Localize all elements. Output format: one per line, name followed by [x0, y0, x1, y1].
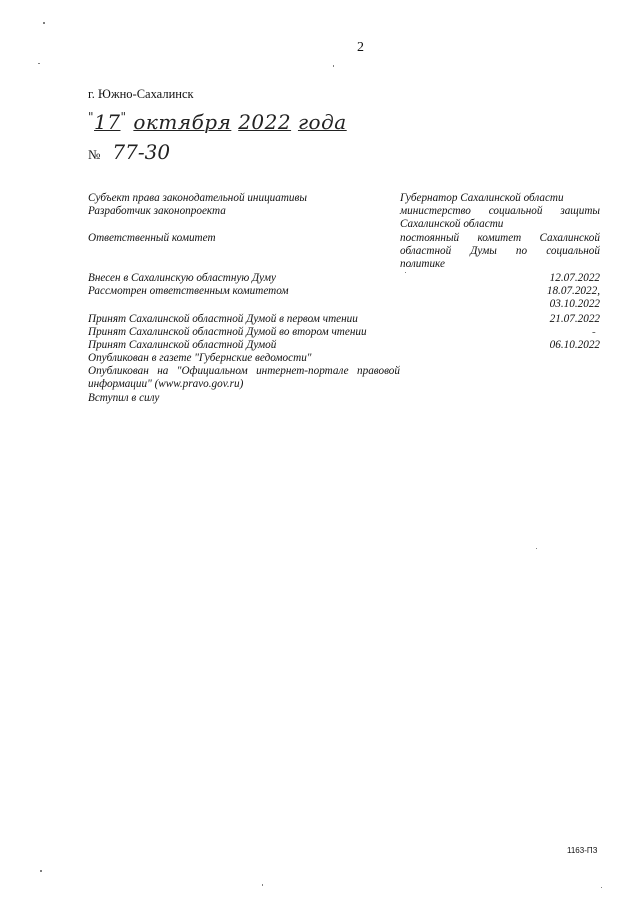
- label-reviewed: Рассмотрен ответственным комитетом: [88, 285, 289, 297]
- value-reviewed-line1: 18.07.2022,: [546, 285, 600, 297]
- value-developer-line2: Сахалинской области: [400, 218, 504, 230]
- document-code: 1163-ПЗ: [567, 846, 598, 855]
- signing-date: [88, 110, 347, 134]
- scan-speck: [40, 870, 42, 872]
- label-initiative-subject: Субъект права законодательной инициативы: [88, 192, 307, 204]
- page-number: 2: [357, 40, 364, 55]
- value-developer-line1: министерство социальной защиты: [400, 205, 600, 217]
- city-name: г. Южно-Сахалинск: [88, 87, 194, 101]
- date-month: октября: [133, 110, 232, 134]
- scan-speck: [43, 22, 45, 24]
- value-first-reading: 21.07.2022: [549, 313, 600, 325]
- value-reviewed-line2: 03.10.2022: [549, 298, 600, 310]
- date-year: 2022: [238, 110, 292, 134]
- label-published-portal-line1: Опубликован на "Официальном интернет-портале правовой: [88, 365, 400, 377]
- value-committee-line2: областной Думы по социальной: [400, 245, 600, 257]
- value-initiative-subject: Губернатор Сахалинской области: [400, 192, 564, 204]
- label-first-reading: Принят Сахалинской областной Думой в первом чтении: [88, 313, 358, 325]
- value-committee-line1: постоянный комитет Сахалинской: [400, 232, 600, 244]
- label-published-gazette: Опубликован в газете "Губернские ведомости": [88, 352, 312, 364]
- label-submitted: Внесен в Сахалинскую областную Думу: [88, 272, 276, 284]
- label-committee: Ответственный комитет: [88, 232, 216, 244]
- scan-speck: [405, 272, 406, 273]
- number-value: 77-30: [112, 140, 171, 164]
- date-quote-close: ": [120, 110, 127, 124]
- law-number: [88, 140, 170, 164]
- scan-speck: [333, 65, 334, 67]
- label-effective: Вступил в силу: [88, 392, 160, 404]
- value-second-reading: -: [592, 326, 596, 338]
- scan-speck: [536, 548, 537, 549]
- scan-speck: [38, 63, 40, 64]
- date-day: 17: [94, 110, 121, 134]
- date-quote-open: ": [88, 110, 95, 124]
- label-second-reading: Принят Сахалинской областной Думой во втором чтении: [88, 326, 367, 338]
- value-adopted: 06.10.2022: [549, 339, 600, 351]
- number-sign: №: [88, 147, 101, 162]
- scan-speck: [262, 884, 263, 886]
- scan-speck: [601, 887, 602, 888]
- date-year-word: года: [297, 110, 347, 134]
- label-published-portal-line2: информации" (www.pravo.gov.ru): [88, 378, 244, 390]
- label-developer: Разработчик законопроекта: [88, 205, 226, 217]
- value-submitted: 12.07.2022: [549, 272, 600, 284]
- value-committee-line3: политике: [400, 258, 445, 270]
- label-adopted: Принят Сахалинской областной Думой: [88, 339, 277, 351]
